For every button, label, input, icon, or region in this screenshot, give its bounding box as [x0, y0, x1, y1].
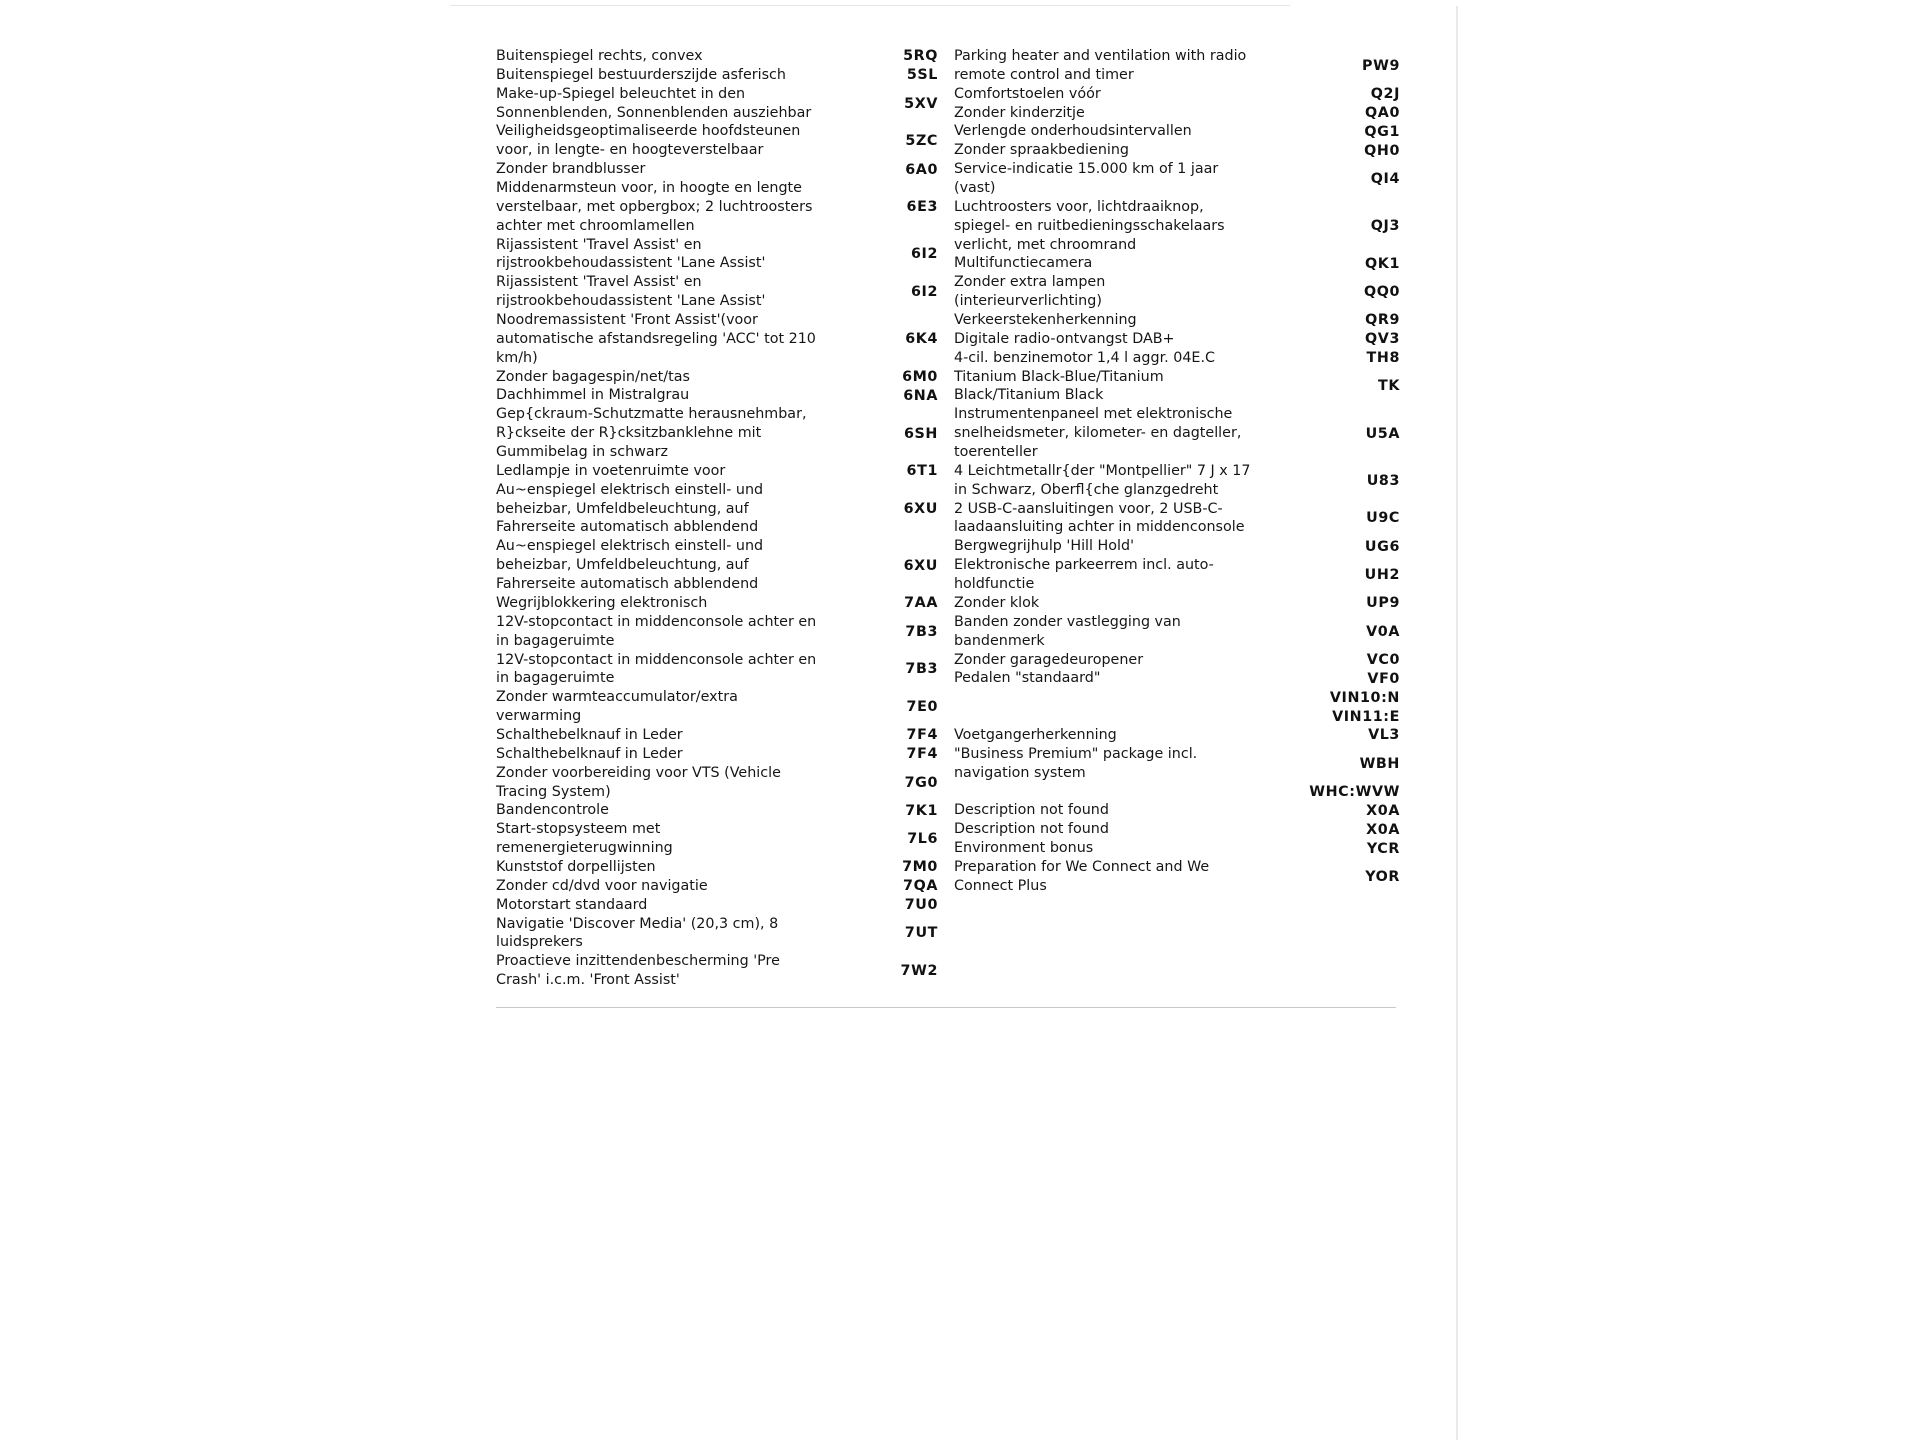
option-code: 7L6: [907, 831, 938, 848]
option-code: UH2: [1364, 567, 1400, 584]
option-row: [954, 745, 1400, 783]
option-code: V0A: [1366, 623, 1400, 640]
option-description: Zonder extra lampen (interieurverlichting): [954, 274, 1106, 310]
option-code: 5RQ: [903, 48, 938, 65]
option-row: [954, 500, 1400, 538]
page-top-edge: [450, 5, 1290, 6]
option-description: Gep{ckraum-Schutzmatte herausnehmbar, R}ckseite der R}cksitzbanklehne mit Gummibelag in schwarz: [496, 406, 807, 461]
option-code: U9C: [1366, 510, 1400, 527]
option-row: [954, 801, 1400, 820]
option-code: 6SH: [903, 425, 938, 442]
option-code: QA0: [1365, 105, 1400, 121]
option-code: 6A0: [905, 161, 938, 178]
option-code: PW9: [1362, 57, 1400, 74]
option-description: Dachhimmel in Mistralgrau: [496, 387, 690, 404]
option-row: [496, 537, 938, 594]
option-description: Zonder bagagespin/net/tas: [496, 368, 690, 385]
option-description: 4-cil. benzinemotor 1,4 l aggr. 04E.C: [954, 349, 1215, 366]
option-row: [954, 273, 1400, 311]
option-description: Digitale radio-ontvangst DAB+: [954, 330, 1175, 347]
option-code: 6E3: [906, 199, 938, 216]
option-description: Titanium Black-Blue/Titanium Black/Titanium Black: [954, 368, 1164, 404]
option-description: Buitenspiegel rechts, convex: [496, 48, 703, 64]
option-description: Rijassistent 'Travel Assist' en rijstrookbehoudassistent 'Lane Assist': [496, 274, 766, 310]
options-column-right: [954, 47, 1400, 896]
option-description: Pedalen "standaard": [954, 670, 1101, 687]
option-code: 7U0: [904, 897, 938, 914]
option-row: [496, 85, 938, 123]
option-row: [954, 707, 1400, 726]
option-description: Veiligheidsgeoptimaliseerde hoofdsteunen voor, in lengte- en hoogteverstelbaar: [496, 123, 801, 159]
option-code: 7QA: [903, 878, 938, 895]
option-description: Zonder spraakbediening: [954, 142, 1129, 159]
option-description: Schalthebelknauf in Leder: [496, 745, 683, 762]
option-code: 6I2: [910, 284, 938, 301]
option-row: [496, 651, 938, 689]
option-row: [496, 801, 938, 820]
option-description: Proactieve inzittendenbescherming 'Pre Crash' i.c.m. 'Front Assist': [496, 953, 780, 989]
option-row: [496, 745, 938, 764]
option-code: 5ZC: [905, 133, 938, 150]
option-description: Zonder warmteaccumulator/extra verwarming: [496, 689, 738, 725]
option-row: [496, 820, 938, 858]
page-right-edge: [1456, 6, 1458, 1440]
option-description: 12V-stopcontact in middenconsole achter en in bagageruimte: [496, 651, 817, 687]
option-row: [954, 839, 1400, 858]
option-row: [496, 726, 938, 745]
option-row: [496, 952, 938, 990]
option-description: Instrumentenpaneel met elektronische snelheidsmeter, kilometer- en dagteller, toerenteller: [954, 406, 1242, 461]
option-code: 7E0: [906, 699, 938, 716]
option-row: [954, 556, 1400, 594]
option-description: Navigatie 'Discover Media' (20,3 cm), 8 luidsprekers: [496, 915, 779, 951]
option-code: 7UT: [904, 925, 938, 942]
option-code: QI4: [1370, 171, 1400, 188]
bottom-divider: [496, 1007, 1396, 1008]
option-code: X0A: [1366, 802, 1400, 819]
option-code: 7B3: [905, 661, 938, 678]
option-description: Schalthebelknauf in Leder: [496, 726, 683, 743]
option-row: [954, 688, 1400, 707]
option-description: Wegrijblokkering elektronisch: [496, 594, 708, 611]
option-row: [954, 368, 1400, 406]
option-description: Voetgangerherkenning: [954, 726, 1117, 743]
option-description: Zonder klok: [954, 594, 1040, 611]
option-row: [954, 594, 1400, 613]
option-row: [496, 368, 938, 387]
option-row: [954, 122, 1400, 141]
option-description: Bergwegrijhulp 'Hill Hold': [954, 538, 1135, 555]
option-code: 5SL: [906, 67, 938, 84]
option-code: 7K1: [905, 802, 938, 819]
option-description: 12V-stopcontact in middenconsole achter en in bagageruimte: [496, 613, 817, 649]
option-row: [496, 613, 938, 651]
option-description: Luchtroosters voor, lichtdraaiknop, spiegel- en ruitbedieningsschakelaars verlicht, met chroomrand: [954, 198, 1225, 253]
option-description: Noodremassistent 'Front Assist'(voor automatische afstandsregeling 'ACC' tot 210 km/h): [496, 312, 816, 366]
option-row: [954, 47, 1400, 85]
option-description: Middenarmsteun voor, in hoogte en lengte verstelbaar, met opbergbox; 2 luchtroosters achter met chroomlamellen: [496, 180, 813, 234]
option-row: [954, 783, 1400, 802]
option-row: [954, 160, 1400, 198]
option-row: [954, 311, 1400, 330]
option-code: QK1: [1365, 255, 1400, 272]
option-description: Zonder kinderzitje: [954, 104, 1085, 121]
option-code: TH8: [1366, 350, 1400, 367]
option-row: [496, 462, 938, 481]
option-code: U83: [1366, 472, 1400, 489]
option-row: [954, 537, 1400, 556]
option-code: YCR: [1366, 840, 1400, 857]
option-row: [954, 85, 1400, 104]
option-code: 7W2: [900, 963, 938, 980]
option-code: 5XV: [904, 95, 938, 112]
option-code: VF0: [1367, 670, 1400, 687]
option-row: [496, 877, 938, 896]
option-description: Zonder brandblusser: [496, 161, 646, 178]
option-description: Zonder cd/dvd voor navigatie: [496, 877, 708, 894]
option-description: 4 Leichtmetallr{der "Montpellier" 7 J x 17 in Schwarz, Oberfl{che glanzgedreht: [954, 462, 1251, 498]
option-description: Motorstart standaard: [496, 896, 648, 913]
option-row: [954, 820, 1400, 839]
option-description: Comfortstoelen vóór: [954, 85, 1101, 102]
option-row: [496, 481, 938, 538]
option-description: Zonder garagedeuropener: [954, 651, 1144, 668]
option-description: Rijassistent 'Travel Assist' en rijstrookbehoudassistent 'Lane Assist': [496, 236, 766, 272]
option-row: [496, 915, 938, 953]
option-row: [496, 688, 938, 726]
option-code: UG6: [1364, 538, 1400, 555]
option-description: Verkeerstekenherkenning: [954, 312, 1137, 329]
option-row: [496, 386, 938, 405]
option-row: [954, 330, 1400, 349]
option-row: [954, 104, 1400, 123]
option-description: Service-indicatie 15.000 km of 1 jaar (vast): [954, 161, 1219, 197]
option-row: [496, 858, 938, 877]
option-row: [954, 254, 1400, 273]
option-code: 7B3: [905, 623, 938, 640]
option-row: [954, 669, 1400, 688]
option-code: QR9: [1365, 312, 1400, 329]
option-description: Zonder voorbereiding voor VTS (Vehicle Tracing System): [496, 764, 781, 800]
option-code: UP9: [1366, 595, 1400, 612]
option-code: 6I2: [910, 246, 938, 263]
option-row: [496, 160, 938, 179]
option-row: [954, 462, 1400, 500]
option-row: [954, 141, 1400, 160]
option-code: VC0: [1366, 651, 1400, 668]
option-row: [496, 764, 938, 802]
option-description: Ledlampje in voetenruimte voor: [496, 462, 726, 479]
option-code: 6M0: [902, 369, 938, 386]
option-code: 6XU: [903, 501, 938, 518]
option-row: [496, 47, 938, 66]
option-description: "Business Premium" package incl. navigation system: [954, 745, 1198, 781]
option-row: [496, 405, 938, 462]
option-code: Q2J: [1370, 86, 1400, 103]
option-code: QQ0: [1363, 284, 1400, 301]
options-column-left: [496, 47, 938, 990]
option-code: WBH: [1359, 755, 1400, 772]
option-description: Environment bonus: [954, 840, 1094, 857]
option-code: TK: [1377, 378, 1400, 395]
option-description: Bandencontrole: [496, 802, 609, 819]
option-code: 7F4: [906, 727, 938, 744]
option-row: [496, 896, 938, 915]
option-description: Au~enspiegel elektrisch einstell- und beheizbar, Umfeldbeleuchtung, auf Fahrerseite automatisch abblendend: [496, 481, 764, 536]
option-code: VIN11:E: [1332, 708, 1400, 725]
option-description: Au~enspiegel elektrisch einstell- und beheizbar, Umfeldbeleuchtung, auf Fahrerseite automatisch abblendend: [496, 538, 764, 593]
option-description: Multifunctiecamera: [954, 255, 1093, 272]
option-code: WHC:WVW: [1309, 783, 1400, 800]
option-code: 7F4: [906, 746, 938, 763]
option-code: 6T1: [906, 463, 938, 480]
option-row: [954, 349, 1400, 368]
option-code: U5A: [1365, 425, 1400, 442]
option-code: VIN10:N: [1329, 689, 1400, 706]
option-description: Start-stopsysteem met remenergieterugwinning: [496, 821, 673, 857]
option-code: QG1: [1364, 123, 1400, 140]
option-code: X0A: [1366, 821, 1400, 838]
option-description: Verlengde onderhoudsintervallen: [954, 123, 1192, 140]
option-code: VL3: [1368, 727, 1400, 744]
option-code: 7G0: [904, 774, 938, 791]
option-code: YOR: [1365, 868, 1400, 885]
option-row: [954, 405, 1400, 462]
option-code: QH0: [1364, 142, 1400, 159]
option-code: 6NA: [903, 387, 938, 404]
option-description: Preparation for We Connect and We Connect Plus: [954, 858, 1210, 894]
option-description: Make-up-Spiegel beleuchtet in den Sonnenblenden, Sonnenblenden ausziehbar: [496, 85, 812, 121]
option-row: [496, 179, 938, 236]
option-description: Description not found: [954, 821, 1109, 838]
option-description: Elektronische parkeerrem incl. auto- holdfunctie: [954, 557, 1214, 593]
option-row: [954, 613, 1400, 651]
option-row: [496, 311, 938, 368]
option-code: 7AA: [904, 595, 938, 612]
option-row: [496, 66, 938, 85]
option-description: 2 USB-C-aansluitingen voor, 2 USB-C- laadaansluiting achter in middenconsole: [954, 500, 1245, 536]
option-row: [954, 651, 1400, 670]
option-code: QJ3: [1370, 218, 1400, 235]
option-row: [496, 594, 938, 613]
option-description: Banden zonder vastlegging van bandenmerk: [954, 613, 1181, 649]
option-code: 7M0: [902, 859, 938, 876]
option-description: Parking heater and ventilation with radio remote control and timer: [954, 48, 1247, 83]
option-description: Description not found: [954, 802, 1109, 819]
option-description: Buitenspiegel bestuurderszijde asferisch: [496, 66, 786, 83]
option-row: [496, 273, 938, 311]
option-row: [954, 726, 1400, 745]
option-row: [496, 236, 938, 274]
option-description: Kunststof dorpellijsten: [496, 858, 656, 875]
option-code: 6K4: [905, 331, 938, 348]
option-row: [954, 858, 1400, 896]
option-row: [954, 198, 1400, 255]
option-code: QV3: [1365, 331, 1400, 348]
option-row: [496, 122, 938, 160]
option-code: 6XU: [903, 557, 938, 574]
